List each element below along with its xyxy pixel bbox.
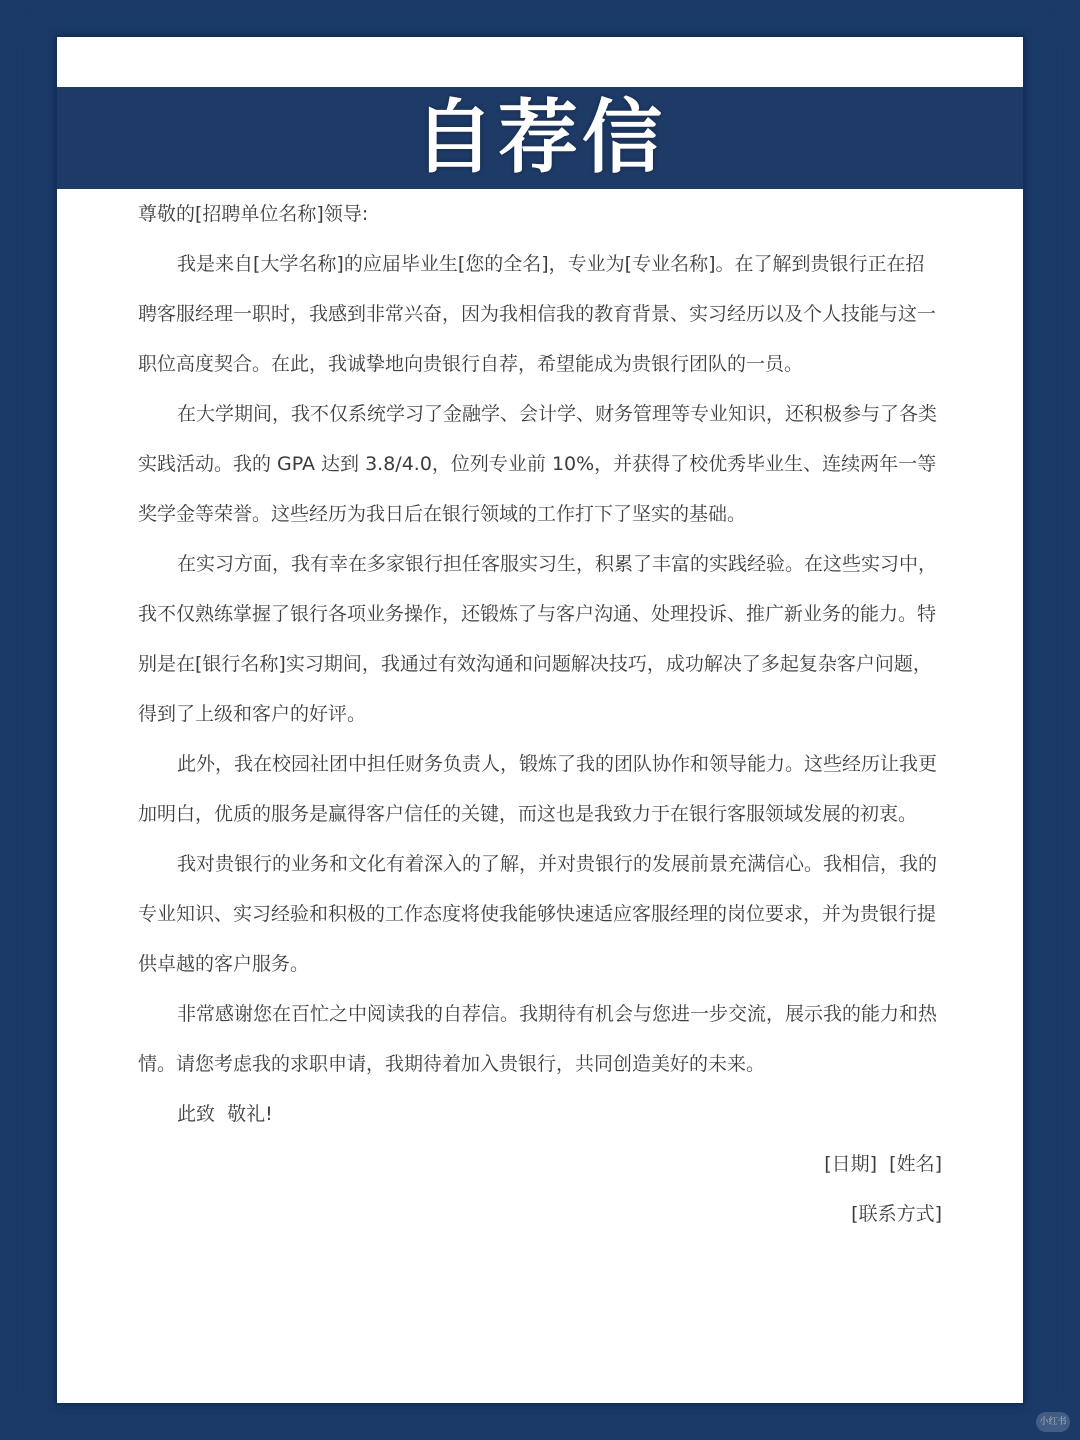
paragraph-internship: 在实习方面，我有幸在多家银行担任客服实习生，积累了丰富的实践经验。在这些实习中，我不仅熟练掌握了银行各项业务操作，还锻炼了与客户沟通、处理投诉、推广新业务的能力。特别是在[银行名称]实习期间，我通过有效沟通和问题解决技巧，成功解决了多起复杂客户问题，得到了上级和客户的好评。 — [138, 553, 938, 725]
letter-body — [138, 189, 942, 1239]
paragraph-thanks: 非常感谢您在百忙之中阅读我的自荐信。我期待有机会与您进一步交流，展示我的能力和热情。请您考虑我的求职申请，我期待着加入贵银行，共同创造美好的未来。 — [138, 1003, 938, 1075]
closing: 此致 敬礼! — [177, 1103, 273, 1125]
letter-sheet — [57, 37, 1023, 1403]
salutation: 尊敬的[招聘单位名称]领导: — [138, 203, 369, 225]
title-banner — [57, 87, 1023, 189]
paragraph-activities: 此外，我在校园社团中担任财务负责人，锻炼了我的团队协作和领导能力。这些经历让我更加明白，优质的服务是赢得客户信任的关键，而这也是我致力于在银行客服领域发展的初衷。 — [138, 753, 938, 825]
paragraph-intro: 我是来自[大学名称]的应届毕业生[您的全名]，专业为[专业名称]。在了解到贵银行正在招聘客服经理一职时，我感到非常兴奋，因为我相信我的教育背景、实习经历以及个人技能与这一职位高度契合。在此，我诚挚地向贵银行自荐，希望能成为贵银行团队的一员。 — [138, 253, 937, 375]
watermark-badge: 小红书 — [1036, 1412, 1070, 1432]
letter-title: 自荐信 — [414, 91, 666, 184]
signature-contact: [联系方式] — [851, 1203, 942, 1225]
signature-date-name: [日期] [姓名] — [824, 1153, 942, 1175]
paragraph-education: 在大学期间，我不仅系统学习了金融学、会计学、财务管理等专业知识，还积极参与了各类实践活动。我的 GPA 达到 3.8/4.0，位列专业前 10%，并获得了校优秀毕业生、连续两年一等奖学金等荣誉。这些经历为我日后在银行领域的工作打下了坚实的基础。 — [138, 403, 938, 525]
paragraph-motivation: 我对贵银行的业务和文化有着深入的了解，并对贵银行的发展前景充满信心。我相信，我的专业知识、实习经验和积极的工作态度将使我能够快速适应客服经理的岗位要求，并为贵银行提供卓越的客户服务。 — [138, 853, 938, 975]
